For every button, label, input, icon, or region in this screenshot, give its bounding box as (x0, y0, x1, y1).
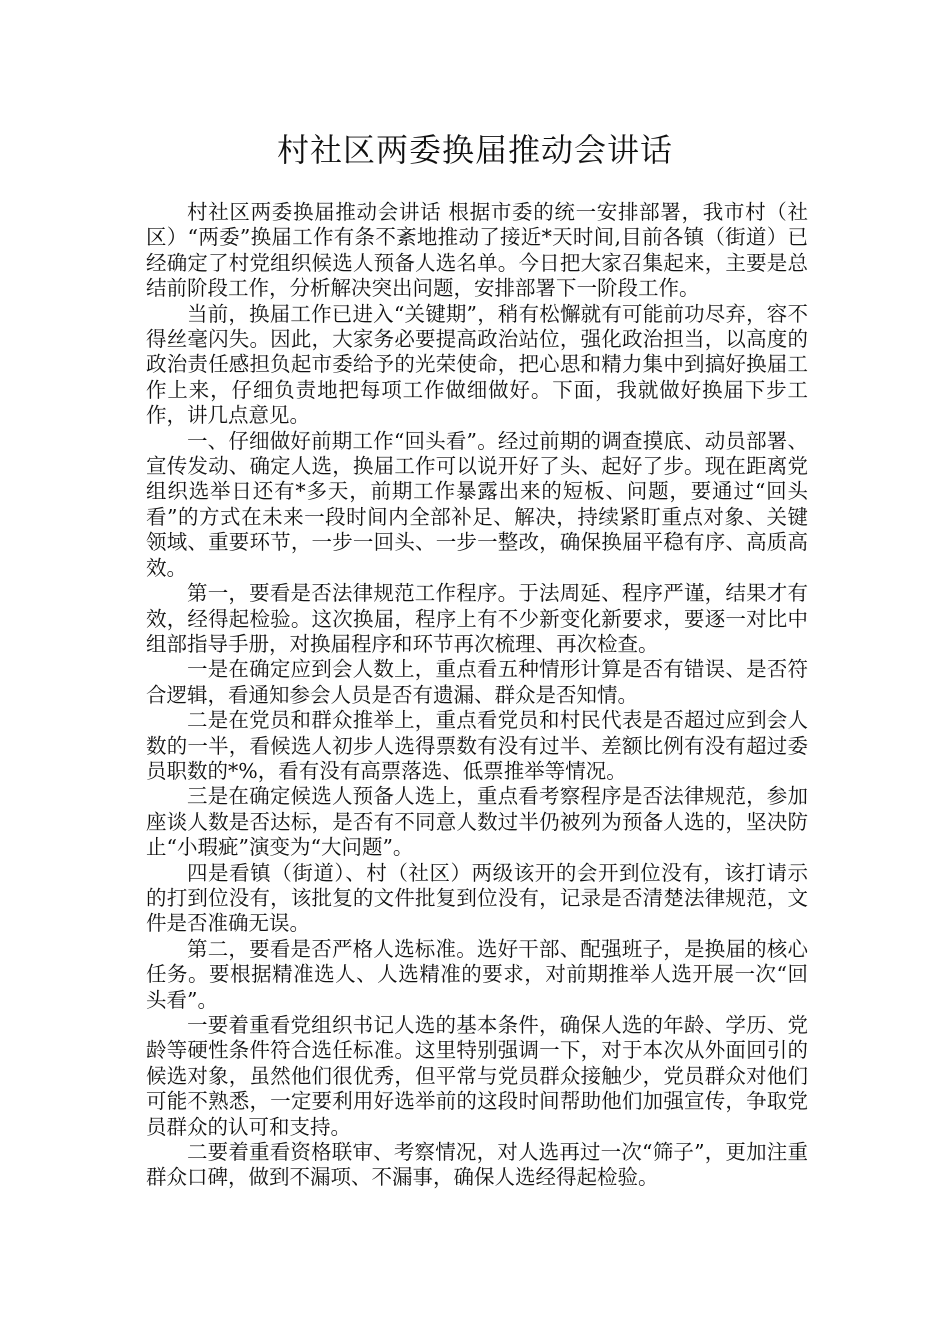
paragraph-item-four: 四是看镇（街道）、村（社区）两级该开的会开到位没有，该打请示的打到位没有，该批复的文件批复到位没有，记录是否清楚法律规范，文件是否准确无误。 (146, 860, 808, 936)
document-body (146, 200, 808, 1191)
paragraph-section-one: 一、仔细做好前期工作“回头看”。经过前期的调查摸底、动员部署、宣传发动、确定人选，换届工作可以说开好了头、起好了步。现在距离党组织选举日还有*多天，前期工作暴露出来的短板、问题，要通过“回头看”的方式在未来一段时间内全部补足、解决，持续紧盯重点对象、关键领域、重要环节，一步一回头、一步一整改，确保换届平稳有序、高质高效。 (146, 428, 808, 580)
paragraph-point-two: 二要着重看资格联审、考察情况，对人选再过一次“筛子”，更加注重群众口碑，做到不漏项、不漏事，确保人选经得起检验。 (146, 1140, 808, 1190)
paragraph-point-one: 一要着重看党组织书记人选的基本条件，确保人选的年龄、学历、党龄等硬性条件符合选任标准。这里特别强调一下，对于本次从外面回引的候选对象，虽然他们很优秀，但平常与党员群众接触少，党员群众对他们可能不熟悉，一定要利用好选举前的这段时间帮助他们加强宣传，争取党员群众的认可和支持。 (146, 1013, 808, 1139)
paragraph-first-procedure: 第一，要看是否法律规范工作程序。于法周延、程序严谨，结果才有效，经得起检验。这次换届，程序上有不少新变化新要求，要逐一对比中组部指导手册，对换届程序和环节再次梳理、再次检查。 (146, 581, 808, 656)
paragraph-key-period: 当前，换届工作已进入“关键期”，稍有松懈就有可能前功尽弃，容不得丝毫闪失。因此，大家务必要提高政治站位，强化政治担当，以高度的政治责任感担负起市委给予的光荣使命，把心思和精力集中到搞好换届工作上来，仔细负责地把每项工作做细做好。下面，我就做好换届下步工作，讲几点意见。 (146, 301, 808, 428)
paragraph-item-two: 二是在党员和群众推举上，重点看党员和村民代表是否超过应到会人数的一半，看候选人初步人选得票数有没有过半、差额比例有没有超过委员职数的*%，看有没有高票落选、低票推举等情况。 (146, 708, 808, 783)
paragraph-item-one: 一是在确定应到会人数上，重点看五种情形计算是否有错误、是否符合逻辑，看通知参会人员是否有遗漏、群众是否知情。 (146, 657, 808, 707)
paragraph-second-standard: 第二，要看是否严格人选标准。选好干部、配强班子，是换届的核心任务。要根据精准选人、人选精准的要求，对前期推举人选开展一次“回头看”。 (146, 936, 808, 1012)
paragraph-intro: 村社区两委换届推动会讲话 根据市委的统一安排部署，我市村（社区）“两委”换届工作有条不紊地推动了接近*天时间,目前各镇（街道）已经确定了村党组织候选人预备人选名单。今日把大家召集起来，主要是总结前阶段工作，分析解决突出问题，安排部署下一阶段工作。 (146, 200, 808, 301)
paragraph-item-three: 三是在确定候选人预备人选上，重点看考察程序是否法律规范，参加座谈人数是否达标，是否有不同意人数过半仍被列为预备人选的，坚决防止“小瑕疵”演变为“大问题”。 (146, 784, 808, 860)
document-title: 村社区两委换届推动会讲话 (276, 131, 673, 169)
